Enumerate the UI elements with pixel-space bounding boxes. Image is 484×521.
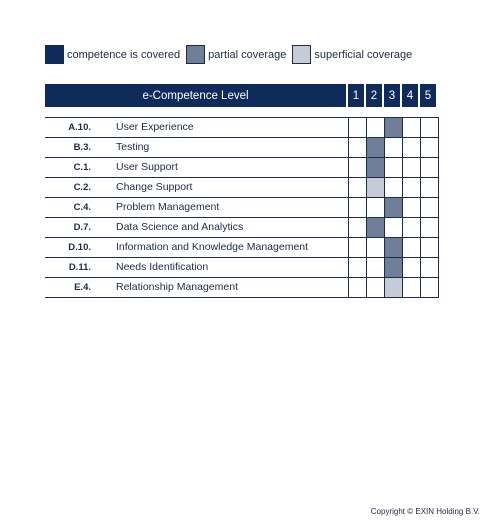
grid-line: [366, 158, 367, 177]
coverage-cell: [366, 138, 384, 157]
competence-name: Testing: [116, 141, 150, 153]
grid-line: [366, 178, 367, 197]
competence-code: C.1.: [73, 162, 91, 173]
coverage-cell: [384, 258, 402, 277]
grid-line: [384, 258, 385, 277]
legend-item-partial: [186, 45, 286, 64]
grid-line: [438, 218, 439, 237]
grid-line: [348, 278, 349, 297]
table-body: [45, 117, 439, 298]
grid-line: [348, 138, 349, 157]
coverage-cell: [384, 238, 402, 257]
grid-line: [348, 238, 349, 257]
grid-line: [420, 218, 421, 237]
grid-line: [438, 158, 439, 177]
competence-name: User Support: [116, 161, 178, 173]
coverage-cell: [384, 278, 402, 297]
copyright: Copyright © EXIN Holding B.V.: [370, 507, 480, 516]
competence-code: D.11.: [68, 262, 91, 273]
table-row: [45, 278, 439, 298]
competence-code: C.4.: [73, 202, 91, 213]
competence-name: User Experience: [116, 121, 194, 133]
grid-line: [384, 158, 385, 177]
grid-line: [402, 198, 403, 217]
grid-line: [420, 258, 421, 277]
table-row: [45, 178, 439, 198]
competence-code: D.7.: [73, 222, 91, 233]
table-header: [45, 84, 439, 107]
table-row: [45, 138, 439, 158]
grid-line: [438, 178, 439, 197]
grid-line: [420, 138, 421, 157]
grid-line: [402, 118, 403, 137]
grid-line: [366, 258, 367, 277]
grid-line: [384, 178, 385, 197]
grid-line: [366, 138, 367, 157]
grid-line: [438, 258, 439, 277]
competence-name: Problem Management: [116, 201, 220, 213]
grid-line: [420, 278, 421, 297]
competence-code: A.10.: [68, 122, 91, 133]
grid-line: [348, 118, 349, 137]
coverage-cell: [384, 118, 402, 137]
table-title: e-Competence Level: [45, 84, 346, 107]
competence-name: Needs Identification: [116, 261, 209, 273]
grid-line: [402, 218, 403, 237]
legend-label-partial: partial coverage: [208, 48, 287, 61]
level-header-3: 3: [384, 84, 400, 107]
grid-line: [348, 158, 349, 177]
legend-label-covered: competence is covered: [67, 48, 181, 61]
coverage-cell: [366, 158, 384, 177]
coverage-cell: [384, 198, 402, 217]
grid-line: [402, 158, 403, 177]
level-header-5: 5: [420, 84, 436, 107]
grid-line: [348, 178, 349, 197]
grid-line: [402, 258, 403, 277]
competence-code: C.2.: [73, 182, 91, 193]
grid-line: [420, 178, 421, 197]
grid-line: [366, 198, 367, 217]
grid-line: [438, 198, 439, 217]
coverage-cell: [366, 178, 384, 197]
grid-line: [384, 118, 385, 137]
table-row: [45, 158, 439, 178]
competence-code: B.3.: [73, 142, 91, 153]
grid-line: [420, 238, 421, 257]
competence-code: E.4.: [74, 282, 91, 293]
grid-line: [384, 278, 385, 297]
grid-line: [420, 118, 421, 137]
grid-line: [366, 278, 367, 297]
grid-line: [402, 178, 403, 197]
legend-item-covered: [45, 45, 180, 64]
grid-line: [402, 238, 403, 257]
grid-line: [348, 198, 349, 217]
competence-name: Relationship Management: [116, 281, 238, 293]
table-row: [45, 258, 439, 278]
grid-line: [366, 218, 367, 237]
grid-line: [438, 238, 439, 257]
grid-line: [438, 138, 439, 157]
grid-line: [384, 138, 385, 157]
legend: [45, 45, 418, 64]
grid-line: [348, 258, 349, 277]
grid-line: [438, 278, 439, 297]
grid-line: [366, 238, 367, 257]
grid-line: [384, 218, 385, 237]
competence-name: Data Science and Analytics: [116, 221, 244, 233]
competence-code: D.10.: [68, 242, 91, 253]
grid-line: [420, 198, 421, 217]
coverage-cell: [366, 218, 384, 237]
grid-line: [420, 158, 421, 177]
competence-name: Change Support: [116, 181, 193, 193]
grid-line: [384, 238, 385, 257]
legend-swatch-superficial: [292, 45, 311, 64]
level-header-4: 4: [402, 84, 418, 107]
level-header-1: 1: [348, 84, 364, 107]
grid-line: [384, 198, 385, 217]
table-row: [45, 238, 439, 258]
table-row: [45, 118, 439, 138]
grid-line: [348, 218, 349, 237]
grid-line: [402, 138, 403, 157]
table-row: [45, 198, 439, 218]
competence-table: [45, 84, 439, 298]
legend-label-superficial: superficial coverage: [314, 48, 413, 61]
legend-item-superficial: [292, 45, 412, 64]
legend-swatch-covered: [45, 45, 64, 64]
grid-line: [366, 118, 367, 137]
competence-name: Information and Knowledge Management: [116, 241, 309, 253]
table-row: [45, 218, 439, 238]
legend-swatch-partial: [186, 45, 205, 64]
grid-line: [438, 118, 439, 137]
level-header-2: 2: [366, 84, 382, 107]
grid-line: [402, 278, 403, 297]
